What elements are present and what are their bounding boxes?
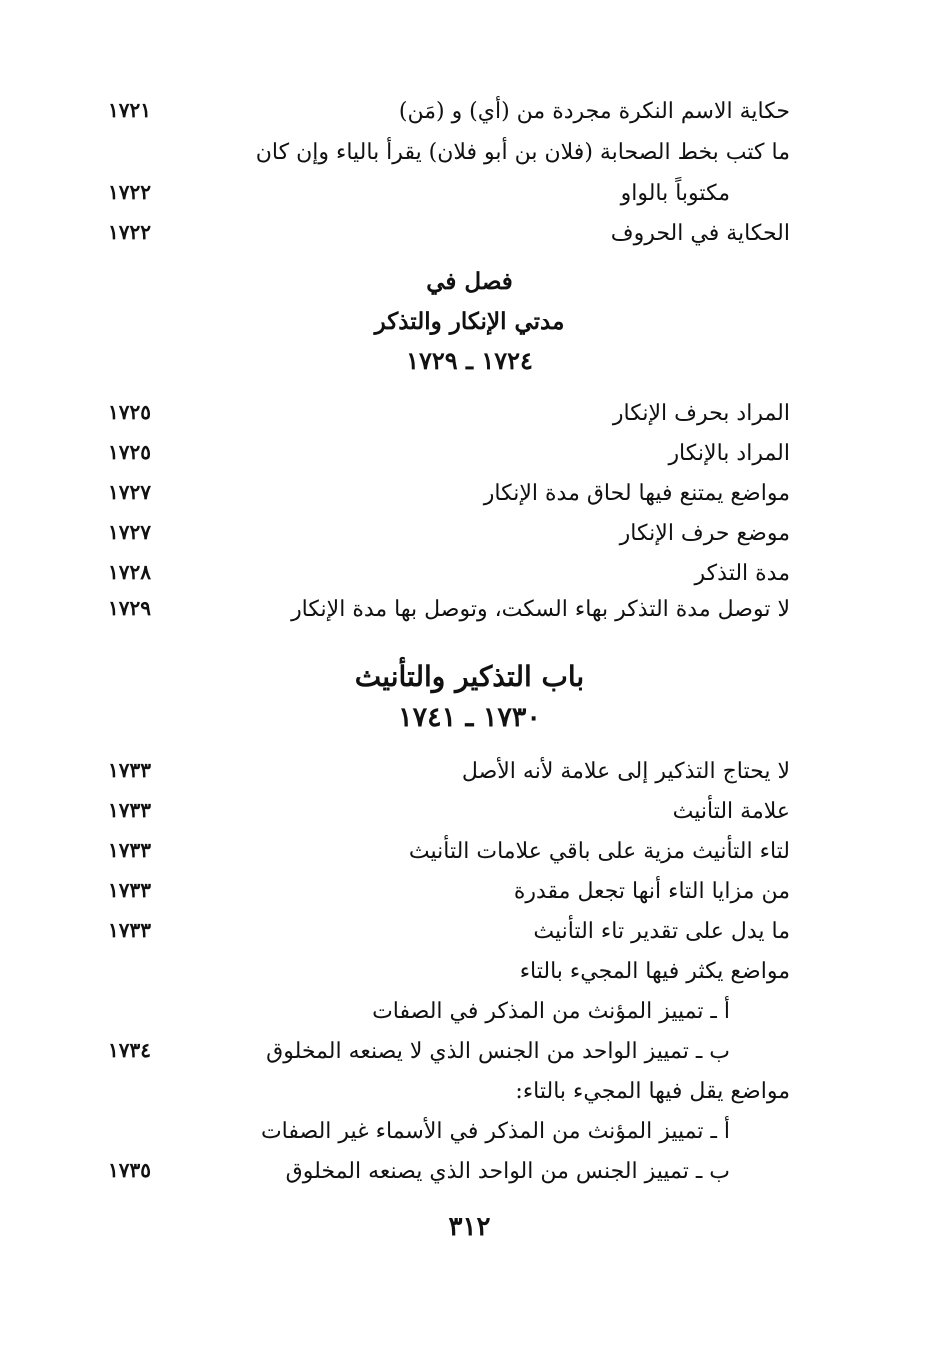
entry-text: الحكاية في الحروف — [610, 221, 790, 246]
entry-text: مواضع يقل فيها المجيء بالتاء: — [515, 1079, 790, 1104]
index-entry — [100, 133, 790, 173]
entry-page-number: ١٧٢٢ — [108, 180, 151, 204]
index-entry — [100, 752, 790, 792]
entry-text: لتاء التأنيث مزية على باقي علامات التأنيث — [408, 839, 790, 864]
entry-text: مواضع يكثر فيها المجيء بالتاء — [519, 959, 790, 984]
entry-page-number: ١٧٢٥ — [108, 400, 151, 424]
index-entry — [100, 514, 790, 554]
section-heading: مدتي الإنكار والتذكر — [374, 308, 565, 335]
index-entry — [100, 474, 790, 514]
entry-text: لا توصل مدة التذكر بهاء السكت، وتوصل بها مدة الإنكار — [291, 597, 790, 622]
index-entry — [100, 394, 790, 434]
entry-page-number: ١٧٢٧ — [108, 520, 151, 544]
entry-page-number: ١٧٢٧ — [108, 480, 151, 504]
entry-page-number: ١٧٢٢ — [108, 220, 151, 244]
index-entry — [100, 832, 790, 872]
section-page-range: ١٧٢٤ ـ ١٧٢٩ — [406, 346, 533, 375]
entry-page-number: ١٧٢٩ — [108, 596, 151, 620]
entry-text: مواضع يمتنع فيها لحاق مدة الإنكار — [483, 481, 790, 506]
entry-page-number: ١٧٣٣ — [108, 838, 151, 862]
entry-text: ب ـ تمييز الواحد من الجنس الذي لا يصنعه المخلوق — [266, 1039, 730, 1064]
entry-text: موضع حرف الإنكار — [619, 521, 790, 546]
index-entry — [100, 434, 790, 474]
entry-text: ما يدل على تقدير تاء التأنيث — [533, 919, 790, 944]
entry-page-number: ١٧٢٥ — [108, 440, 151, 464]
entry-page-number: ١٧٣٣ — [108, 798, 151, 822]
entry-text: مدة التذكر — [694, 561, 790, 586]
index-entry — [100, 214, 790, 254]
entry-page-number: ١٧٣٣ — [108, 878, 151, 902]
entry-page-number: ١٧٢١ — [108, 98, 151, 122]
index-entry — [100, 952, 790, 992]
index-entry — [100, 872, 790, 912]
index-subentry — [100, 1152, 790, 1192]
chapter-page-range: ١٧٣٠ ـ ١٧٤١ — [398, 702, 541, 733]
entry-text: لا يحتاج التذكير إلى علامة لأنه الأصل — [461, 759, 790, 784]
entry-page-number: ١٧٣٥ — [108, 1158, 151, 1182]
entry-text: أ ـ تمييز المؤنث من المذكر في الصفات — [372, 999, 730, 1024]
entry-text: أ ـ تمييز المؤنث من المذكر في الأسماء غير الصفات — [260, 1119, 730, 1144]
index-subentry — [100, 1032, 790, 1072]
entry-text: مكتوباً بالواو — [620, 181, 730, 206]
index-entry — [100, 92, 790, 132]
index-entry — [100, 174, 790, 214]
entry-text: المراد بحرف الإنكار — [612, 401, 790, 426]
entry-page-number: ١٧٢٨ — [108, 560, 151, 584]
entry-page-number: ١٧٣٣ — [108, 918, 151, 942]
index-entry — [100, 1072, 790, 1112]
index-subentry — [100, 1112, 790, 1152]
index-subentry — [100, 992, 790, 1032]
entry-page-number: ١٧٣٤ — [108, 1038, 151, 1062]
index-entry — [100, 912, 790, 952]
chapter-heading: باب التذكير والتأنيث — [354, 660, 585, 693]
index-entry — [100, 590, 790, 630]
index-entry — [100, 792, 790, 832]
section-heading: فصل في — [426, 268, 513, 295]
index-entry — [100, 554, 790, 594]
entry-text: من مزايا التاء أنها تجعل مقدرة — [513, 879, 790, 904]
entry-text: علامة التأنيث — [672, 799, 790, 824]
page-number: ٣١٢ — [448, 1212, 491, 1242]
entry-text: المراد بالإنكار — [668, 441, 790, 466]
entry-text: حكاية الاسم النكرة مجردة من (أي) و (مَن) — [398, 99, 790, 124]
entry-page-number: ١٧٣٣ — [108, 758, 151, 782]
entry-text: ما كتب بخط الصحابة (فلان بن أبو فلان) يقرأ بالياء وإن كان — [255, 140, 790, 165]
entry-text: ب ـ تمييز الجنس من الواحد الذي يصنعه المخلوق — [285, 1159, 730, 1184]
